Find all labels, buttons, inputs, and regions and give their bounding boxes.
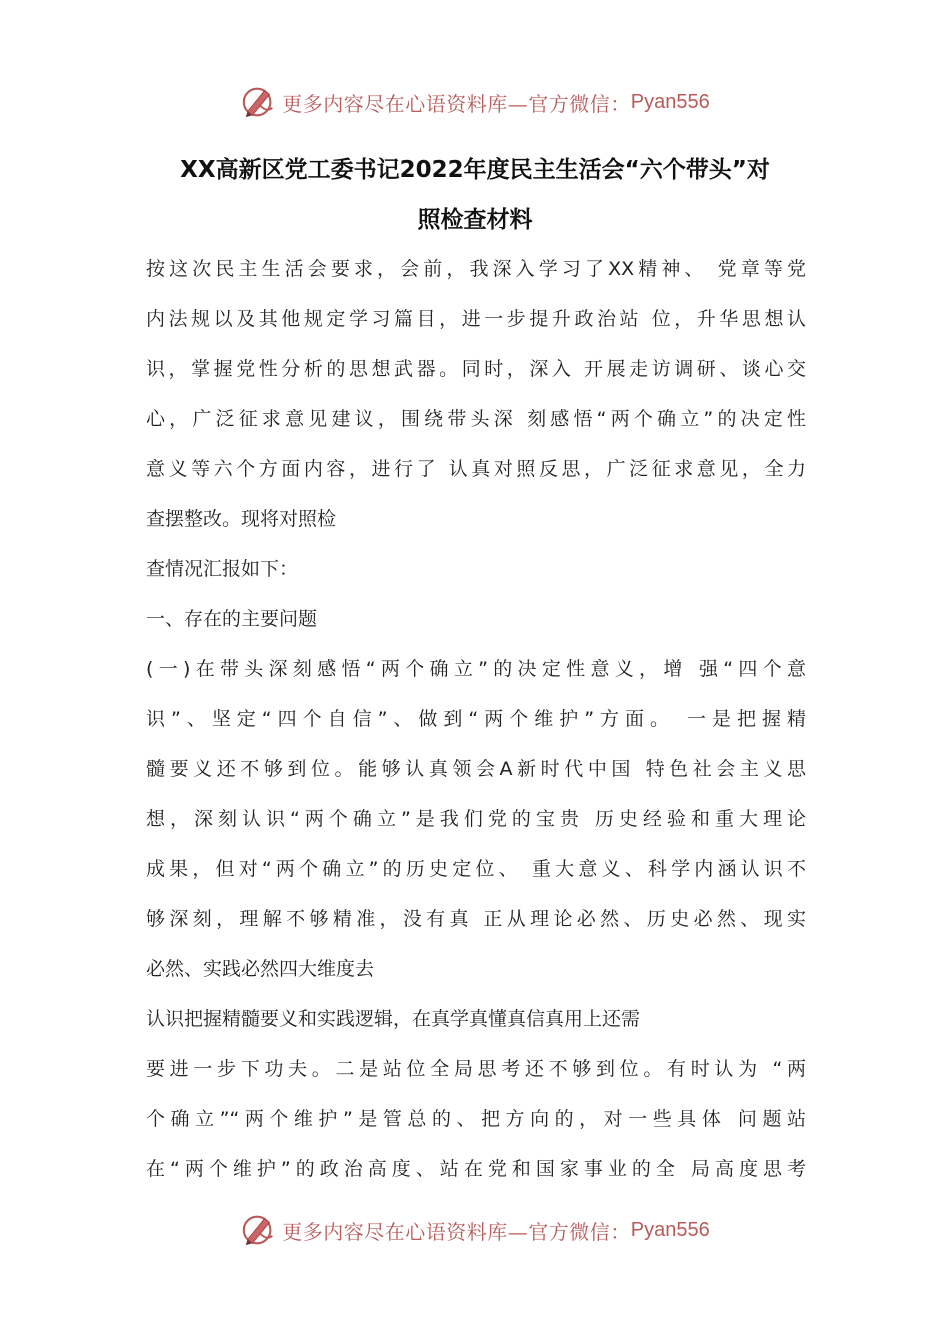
body-line-16: 认识把握精髓要义和实践逻辑，在真学真懂真信真用上还需 <box>146 1008 641 1030</box>
watermark-banner-top <box>0 82 950 122</box>
pen-logo-icon <box>240 1211 278 1249</box>
document-title-line-2: 照检查材料 <box>417 207 533 233</box>
document-title-line-1: XX高新区党工委书记2022年度民主生活会“六个带头”对 <box>180 157 770 183</box>
body-line-3: 识，掌握党性分析的思想武器。同时，深入 开展走访调研、谈心交 <box>146 358 806 380</box>
body-line-18: 个确立”“两个维护”是管总的、把方向的，对一些具体 问题站 <box>146 1108 806 1130</box>
body-line-4: 心，广泛征求意见建议，围绕带头深 刻感悟“两个确立”的决定性 <box>146 408 806 430</box>
body-line-10: 识”、坚定“四个自信”、做到“两个维护”方面。 一是把握精 <box>146 708 806 730</box>
watermark-wechat-id: Pyan556 <box>630 1218 710 1241</box>
watermark-text: 更多内容尽在心语资料库—官方微信： <box>282 91 631 116</box>
pen-logo-icon <box>240 83 278 121</box>
body-line-7: 查情况汇报如下： <box>146 558 299 580</box>
body-line-1: 按这次民主生活会要求，会前，我深入学习了XX精神、 党章等党 <box>146 258 806 280</box>
section-heading-1: 一、存在的主要问题 <box>146 608 318 630</box>
body-line-2: 内法规以及其他规定学习篇目，进一步提升政治站 位，升华思想认 <box>146 308 806 330</box>
body-line-15: 必然、实践必然四大维度去 <box>146 958 375 980</box>
watermark-text: 更多内容尽在心语资料库—官方微信： <box>282 1219 631 1244</box>
body-line-9: (一)在带头深刻感悟“两个确立”的决定性意义，增 强“四个意 <box>146 658 806 680</box>
body-line-19: 在“两个维护”的政治高度、站在党和国家事业的全 局高度思考 <box>146 1158 806 1180</box>
body-line-5: 意义等六个方面内容，进行了 认真对照反思，广泛征求意见，全力 <box>146 458 806 480</box>
body-line-6: 查摆整改。现将对照检 <box>146 508 337 530</box>
body-line-12: 想，深刻认识“两个确立”是我们党的宝贵 历史经验和重大理论 <box>146 808 806 830</box>
body-line-11: 髓要义还不够到位。能够认真领会A新时代中国 特色社会主义思 <box>146 758 806 780</box>
body-line-17: 要进一步下功夫。二是站位全局思考还不够到位。有时认为 “两 <box>146 1058 806 1080</box>
body-line-13: 成果，但对“两个确立”的历史定位、 重大意义、科学内涵认识不 <box>146 858 806 880</box>
watermark-wechat-id: Pyan556 <box>630 90 710 113</box>
watermark-banner-bottom <box>0 1210 950 1250</box>
body-line-14: 够深刻，理解不够精准，没有真 正从理论必然、历史必然、现实 <box>146 908 806 930</box>
